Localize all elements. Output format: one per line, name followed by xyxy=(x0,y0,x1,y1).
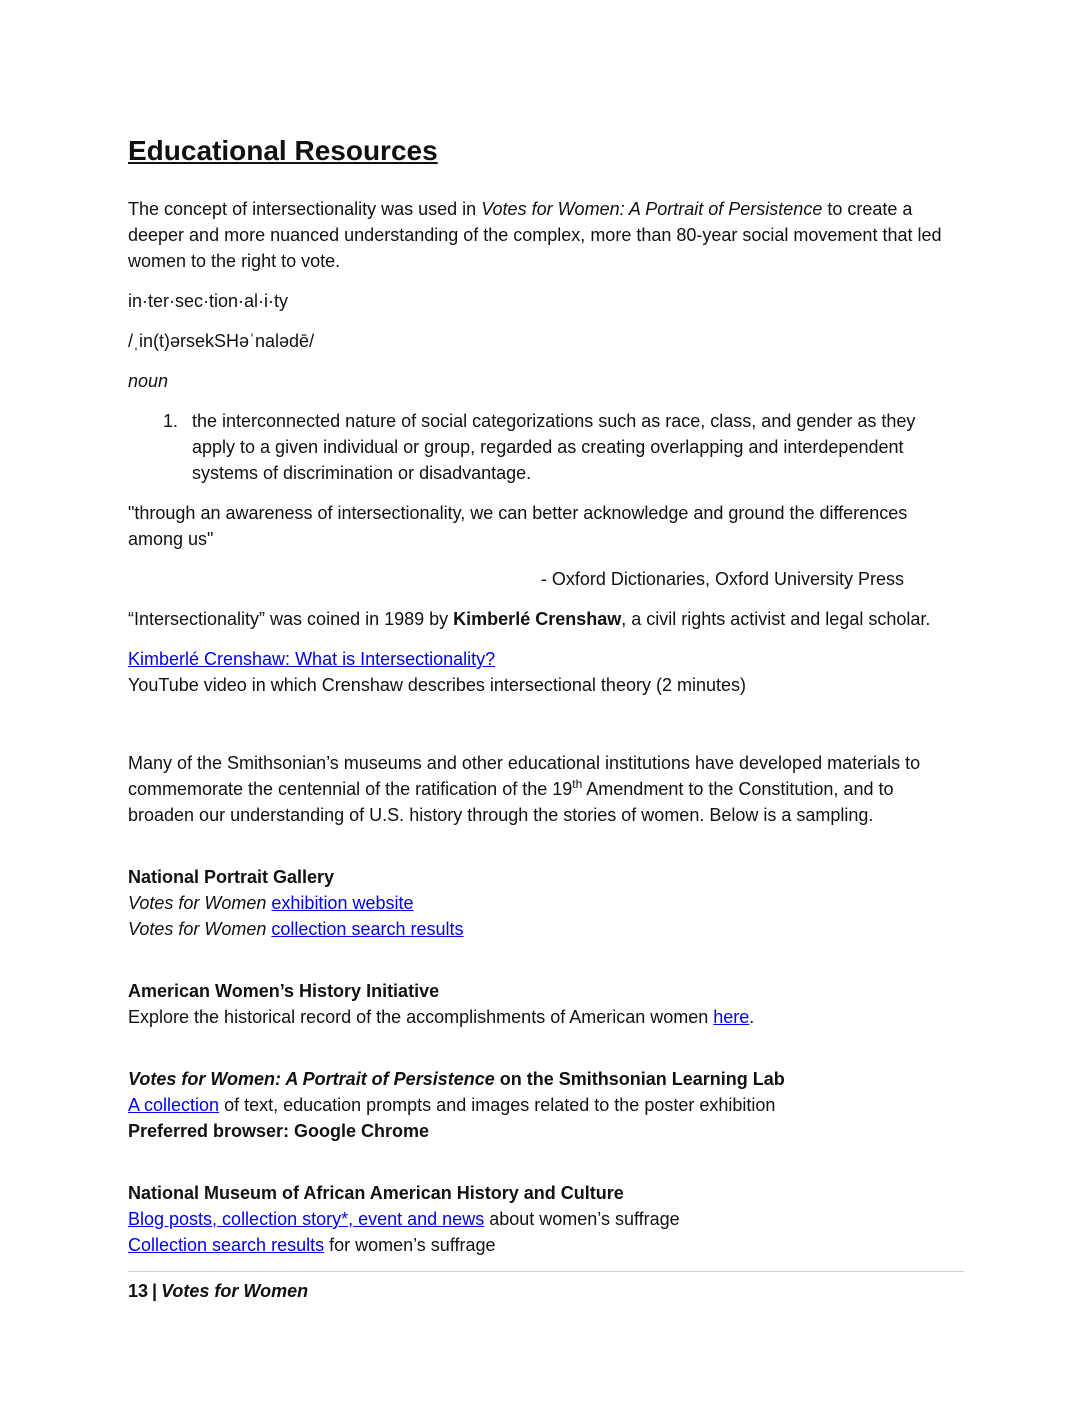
definition-text: the interconnected nature of social categorizations such as race, class, and gender as they apply to a given individual or group, regarded as creating overlapping and interdependent systems of discrimination or disadvantage. xyxy=(192,411,916,483)
exhibition-title: Votes for Women: A Portrait of Persistence xyxy=(481,199,823,219)
crenshaw-name: Kimberlé Crenshaw xyxy=(453,609,622,629)
dictionary-pronunciation: /ˌin(t)ərsekSHəˈnalədē/ xyxy=(128,331,315,351)
dictionary-syllables: in·ter·sec·tion·al·i·ty xyxy=(128,291,289,311)
video-link-line xyxy=(128,646,948,672)
learning-lab-collection-link[interactable]: A collection xyxy=(128,1095,220,1115)
preferred-browser-note: Preferred browser: Google Chrome xyxy=(128,1121,430,1141)
learning-lab-heading: Votes for Women: A Portrait of Persistence on the Smithsonian Learning Lab xyxy=(128,1069,785,1089)
awhi-here-link[interactable]: here xyxy=(713,1007,750,1027)
dictionary-part-of-speech: noun xyxy=(128,371,169,391)
page-title: Educational Resources xyxy=(128,135,438,166)
npg-heading: National Portrait Gallery xyxy=(128,867,335,887)
footer-divider xyxy=(128,1271,964,1272)
npg-collection-search-link[interactable]: collection search results xyxy=(271,919,464,939)
sampling-paragraph: Many of the Smithsonian’s museums and other educational institutions have developed materials to commemorate the centennial of the ratification of the 19th Amendment to the Constitution, and to broaden our understanding of U.S. history through the stories of women. Below is a sampling. xyxy=(128,753,921,825)
awhi-section: American Women’s History Initiative Explore the historical record of the accomplishments of American women here. xyxy=(128,981,755,1027)
definition-list xyxy=(128,408,948,486)
page-number: 13 xyxy=(128,1281,149,1301)
footer-title: Votes for Women xyxy=(161,1281,309,1301)
learning-lab-section: Votes for Women: A Portrait of Persistence on the Smithsonian Learning Lab A collection of text, education prompts and images related to the poster exhibition Preferred browser: Google Chrome xyxy=(128,1066,948,1144)
npg-exhibition-website-link[interactable]: exhibition website xyxy=(271,893,414,913)
page-content xyxy=(128,128,948,1258)
nmaahc-blog-posts-link[interactable]: Blog posts, collection story*, event and news xyxy=(128,1209,485,1229)
nmaahc-section: National Museum of African American History and Culture Blog posts, collection story*, event and news about women’s suffrage Collection search results for women’s suffrage xyxy=(128,1183,680,1255)
crenshaw-video-link[interactable]: Kimberlé Crenshaw: What is Intersectionality? xyxy=(128,649,496,669)
intro-paragraph: The concept of intersectionality was used in Votes for Women: A Portrait of Persistence to create a deeper and more nuanced understanding of the complex, more than 80-year social movement that led women to the right to vote. xyxy=(128,199,942,271)
dictionary-attribution: - Oxford Dictionaries, Oxford University Press xyxy=(540,569,904,589)
page-footer xyxy=(128,1278,308,1304)
npg-section: National Portrait Gallery Votes for Women exhibition website Votes for Women collection search results xyxy=(128,867,464,939)
footer-separator: | xyxy=(152,1281,158,1301)
awhi-heading: American Women’s History Initiative xyxy=(128,981,440,1001)
nmaahc-heading: National Museum of African American History and Culture xyxy=(128,1183,624,1203)
nmaahc-collection-search-link[interactable]: Collection search results xyxy=(128,1235,325,1255)
definition-number: 1. xyxy=(162,411,178,431)
definition-item xyxy=(128,408,948,486)
dictionary-quote: "through an awareness of intersectionality, we can better acknowledge and ground the differences among us" xyxy=(128,503,908,549)
video-description: YouTube video in which Crenshaw describes intersectional theory (2 minutes) xyxy=(128,675,746,695)
coined-paragraph: “Intersectionality” was coined in 1989 by Kimberlé Crenshaw, a civil rights activist and legal scholar. xyxy=(128,609,931,629)
